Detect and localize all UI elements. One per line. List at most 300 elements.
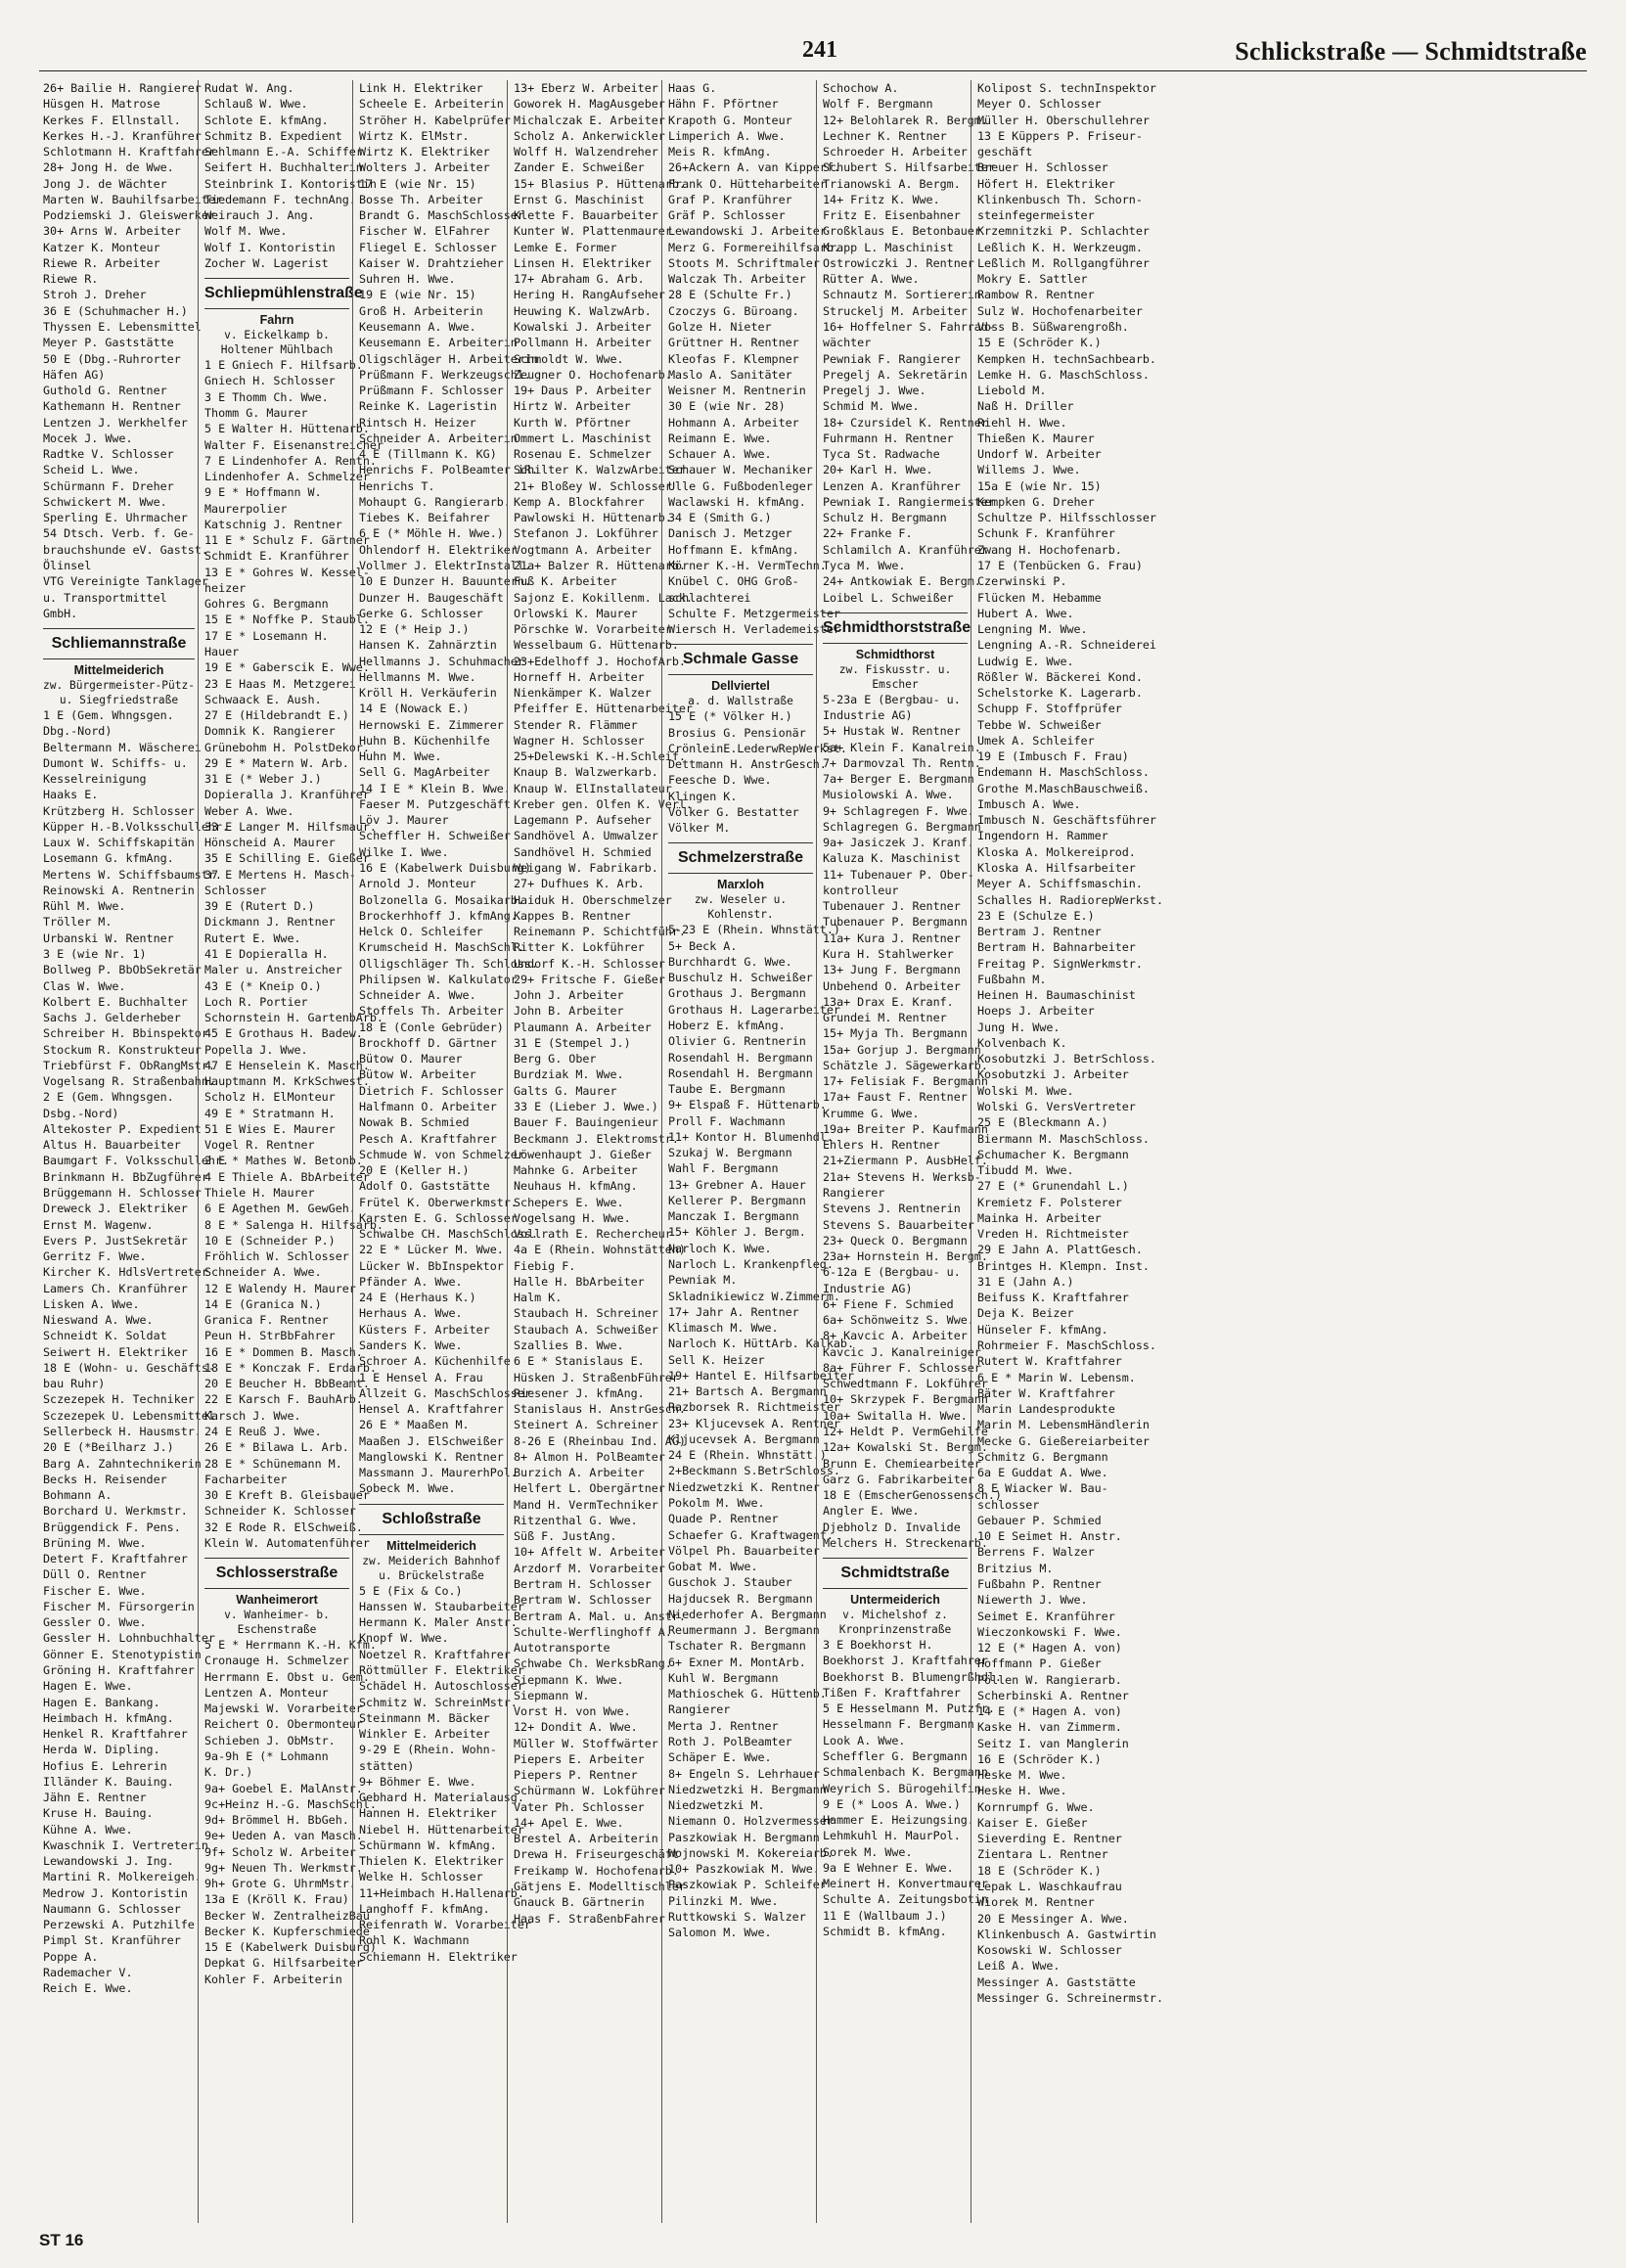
- directory-entry: 9h+ Grote G. UhrmMstr.: [204, 1877, 356, 1891]
- directory-entry: Weisner M. Rentnerin: [668, 384, 806, 398]
- directory-entry: Neuhaus H. kfmAng.: [514, 1179, 638, 1194]
- directory-entry: Löwenhaupt J. Gießer: [514, 1147, 652, 1161]
- directory-entry: Naumann G. Schlosser: [43, 1901, 181, 1916]
- directory-entry: Hagen E. Wwe.: [43, 1679, 133, 1694]
- directory-entry: Halm K.: [514, 1291, 563, 1305]
- directory-entry: Rosenau E. Schmelzer: [514, 447, 652, 462]
- directory-entry: 5+ Hustak W. Rentner: [823, 724, 961, 739]
- directory-entry: 23+Edelhoff J. HochofArb.: [514, 654, 686, 668]
- directory-entry: Schmitz B. Expedient: [204, 128, 342, 143]
- directory-entry: 17 E (Tenbücken G. Frau): [977, 558, 1143, 572]
- directory-entry: Sorek M. Wwe.: [823, 1844, 913, 1859]
- directory-entry: 11 E (Wallbaum J.): [823, 1908, 947, 1923]
- directory-entry: Walczak Th. Arbeiter: [668, 272, 806, 287]
- directory-entry: Fischer M. Fürsorgerin: [43, 1599, 195, 1613]
- directory-entry: Krapp L. Maschinist: [823, 240, 954, 254]
- directory-entry: Tiedemann F. technAng.: [204, 192, 356, 206]
- directory-entry: Hansen K. Zahnärztin: [359, 638, 497, 653]
- directory-entry: 5-23 E (Rhein. Whnstätt.): [668, 923, 840, 937]
- directory-entry: Evers P. JustSekretär: [43, 1233, 188, 1247]
- directory-entry: Kornrumpf G. Wwe.: [977, 1799, 1095, 1814]
- directory-entry: Kaiser E. Gießer: [977, 1815, 1088, 1830]
- directory-entry: Schulte A. Zeitungsbotin: [823, 1892, 988, 1907]
- directory-entry: Piepers E. Arbeiter: [514, 1751, 645, 1766]
- directory-entry: Merz G. Formereihilfsarb.: [668, 240, 840, 254]
- directory-entry: Martini R. Molkereigeh.: [43, 1870, 202, 1884]
- directory-entry: Lechner K. Rentner: [823, 128, 947, 143]
- directory-entry: 11+ Tubenauer P. Ober-: [823, 867, 974, 882]
- directory-entry: 27 E (* Grunendahl L.): [977, 1179, 1129, 1194]
- directory-entry: Marin Landesprodukte: [977, 1402, 1115, 1417]
- directory-entry: Schneider A. Wwe.: [359, 988, 476, 1003]
- directory-entry: Podziemski J. Gleiswerker: [43, 208, 215, 223]
- directory-entry: Lenzen A. Kranführer: [823, 478, 961, 493]
- directory-entry: Bolzonella G. Mosaikarb.: [359, 892, 524, 907]
- directory-entry: Wirtz K. ElMstr.: [359, 128, 470, 143]
- directory-entry: Niedzwetzki M.: [668, 1798, 765, 1813]
- directory-entry: 9-29 E (Rhein. Wohn-: [359, 1743, 497, 1757]
- directory-entry: Kesselreinigung: [43, 772, 147, 787]
- directory-entry: 15 E (Kabelwerk Duisburg): [204, 1940, 377, 1955]
- directory-entry: 27 E (Hildebrandt E.): [204, 708, 349, 723]
- directory-entry: Stockum R. Konstrukteur: [43, 1042, 202, 1057]
- directory-entry: Unbehend O. Arbeiter: [823, 978, 961, 993]
- directory-entry: Rühl M. Wwe.: [43, 899, 126, 914]
- directory-entry: 20 E Beucher H. BbBeamt.: [204, 1377, 370, 1391]
- directory-entry: Meyer O. Schlosser: [977, 97, 1102, 112]
- directory-entry: Stevens J. Rentnerin: [823, 1202, 961, 1216]
- directory-entry: 21+ Bloßey W. Schlosser: [514, 478, 672, 493]
- directory-entry: Leßlich M. Rollgangführer: [977, 255, 1150, 270]
- directory-entry: 29+ Fritsche F. Gießer: [514, 972, 665, 986]
- directory-entry: 51 E Wies E. Maurer: [204, 1121, 336, 1136]
- directory-entry: Sieverding E. Rentner: [977, 1832, 1122, 1846]
- directory-entry: Niebel H. Hüttenarbeiter: [359, 1822, 524, 1837]
- directory-entry: Welke H. Schlosser: [359, 1870, 483, 1884]
- directory-entry: Lewandowski J. Ing.: [43, 1854, 174, 1869]
- directory-entry: Staubach H. Schreiner: [514, 1306, 658, 1321]
- directory-entry: Höfert H. Elektriker: [977, 176, 1115, 191]
- directory-entry: Sulz W. Hochofenarbeiter: [977, 303, 1143, 318]
- directory-entry: Reinke K. Lageristin: [359, 399, 497, 414]
- directory-entry: Lehmkuhl H. MaurPol.: [823, 1829, 961, 1843]
- directory-entry: Fröhlich W. Schlosser: [204, 1249, 349, 1264]
- directory-entry: 17+ Jahr A. Rentner: [668, 1304, 799, 1319]
- directory-entry: Becker K. Kupferschmiede: [204, 1924, 370, 1938]
- directory-entry: Riewe R.: [43, 272, 99, 287]
- directory-entry: Niewerth J. Wwe.: [977, 1593, 1088, 1608]
- directory-entry: Jong J. de Wächter: [43, 176, 167, 191]
- directory-entry: Wolters J. Arbeiter: [359, 160, 490, 175]
- directory-entry: Schäper E. Wwe.: [668, 1750, 772, 1765]
- directory-entry: Kuhl W. Bergmann: [668, 1670, 779, 1685]
- directory-entry: Schmid M. Wwe.: [823, 399, 920, 414]
- street-extent-note: v. Michelshof z. Kronprinzenstraße: [838, 1609, 952, 1637]
- directory-entry: 20 E (Keller H.): [359, 1163, 470, 1178]
- directory-entry: 28 E (Schulte Fr.): [668, 288, 792, 302]
- directory-entry: Mertens W. Schiffsbaumstr.: [43, 867, 222, 882]
- directory-entry: Clas W. Wwe.: [43, 978, 126, 993]
- directory-entry: Heske H. Wwe.: [977, 1784, 1067, 1798]
- directory-entry: Marten W. Bauhilfsarbeiter: [43, 192, 222, 206]
- directory-entry: 19 E * Gaberscik E. Wwe.: [204, 660, 370, 675]
- directory-entry: Ehlers H. Rentner: [823, 1138, 940, 1153]
- directory-entry: 19a+ Breiter P. Kaufmann: [823, 1121, 988, 1136]
- directory-entry: Manczak I. Bergmann: [668, 1209, 799, 1224]
- directory-entry: 21a+ Balzer R. Hüttenarb.: [514, 558, 686, 572]
- directory-entry: Hoberz E. kfmAng.: [668, 1019, 786, 1033]
- directory-entry: Brintges H. Klempn. Inst.: [977, 1258, 1150, 1273]
- directory-entry: Düll O. Rentner: [43, 1567, 147, 1582]
- directory-entry: Gobat M. Wwe.: [668, 1560, 758, 1574]
- directory-entry: 6+ Exner M. MontArb.: [668, 1655, 806, 1669]
- directory-entry: Pörschke W. Vorarbeiter: [514, 622, 672, 637]
- directory-entry: Lemke E. Former: [514, 240, 617, 254]
- directory-entry: Thiele H. Maurer: [204, 1186, 315, 1200]
- directory-entry: Sperling E. Uhrmacher: [43, 511, 188, 525]
- directory-entry: Sajonz E. Kokillenm. Lack.: [514, 590, 693, 605]
- directory-entry: Hellmanns M. Wwe.: [359, 669, 476, 684]
- directory-entry: Hohmann A. Arbeiter: [668, 415, 799, 430]
- directory-entry: Dietrich F. Schlosser: [359, 1083, 504, 1098]
- directory-entry: 15 E (* Völker H.): [668, 709, 792, 724]
- directory-entry: 24 E Reuß J. Wwe.: [204, 1424, 322, 1438]
- directory-entry: 29 E Jahn A. PlattGesch.: [977, 1243, 1143, 1257]
- directory-entry: 19+ Daus P. Arbeiter: [514, 384, 652, 398]
- directory-entry: Wolski G. VersVertreter: [977, 1100, 1136, 1113]
- directory-entry: 9c+Heinz H.-G. MaschSchl.: [204, 1796, 377, 1811]
- directory-entry: Freitag P. SignWerkmstr.: [977, 956, 1143, 971]
- directory-entry: 9a-9h E (* Lohmann: [204, 1748, 329, 1763]
- directory-entry: Siepmann W.: [514, 1688, 590, 1702]
- directory-entry: Thomm G. Maurer: [204, 405, 308, 420]
- directory-entry: Sczezepek U. Lebensmittel: [43, 1408, 215, 1423]
- directory-entry: Pewniak I. Rangiermeister: [823, 494, 995, 509]
- directory-entry: Dickmann J. Rentner: [204, 915, 336, 930]
- directory-entry: Linsen H. Elektriker: [514, 255, 652, 270]
- street-heading: Schloßstraße: [359, 1504, 504, 1535]
- directory-entry: Waclawski H. kfmAng.: [668, 494, 806, 509]
- directory-entry: Vorst H. von Wwe.: [514, 1704, 631, 1719]
- directory-entry: Grünebohm H. PolstDekor.: [204, 740, 370, 754]
- directory-entry: 34 E (Smith G.): [668, 511, 772, 525]
- directory-entry: Tyca St. Radwache: [823, 447, 940, 462]
- directory-entry: Schauer W. Mechaniker: [668, 463, 813, 477]
- directory-column: [198, 80, 384, 2223]
- directory-entry: 23a+ Hornstein H. Bergm.: [823, 1249, 988, 1264]
- directory-entry: Keusemann E. Arbeiterin: [359, 336, 518, 350]
- directory-entry: 12+ Belohlarek R. Bergm.: [823, 113, 988, 127]
- directory-entry: Schlotmann H. Kraftfahrer: [43, 145, 215, 159]
- directory-entry: Lentzen J. Werkhelfer: [43, 415, 188, 430]
- directory-entry: Rambow R. Rentner: [977, 288, 1095, 302]
- directory-entry: Szallies B. Wwe.: [514, 1338, 624, 1352]
- directory-column: [816, 80, 1002, 2223]
- directory-entry: 9e+ Ueden A. van Masch.: [204, 1829, 363, 1843]
- directory-entry: 5+ Beck A.: [668, 938, 738, 953]
- directory-entry: 5-23a E (Bergbau- u.: [823, 692, 961, 706]
- street-heading: Schliepmühlenstraße: [204, 278, 349, 309]
- directory-entry: Henrichs F. PolBeamter iR.: [359, 463, 538, 477]
- directory-entry: 6+ Fiene F. Schmied: [823, 1296, 954, 1311]
- directory-entry: 13+ Eberz W. Arbeiter: [514, 81, 658, 95]
- directory-entry: 13a E (Kröll K. Frau): [204, 1892, 349, 1907]
- directory-entry: 9 E (* Loos A. Wwe.): [823, 1796, 961, 1811]
- directory-entry: Stanislaus H. AnstrGesch.: [514, 1402, 686, 1417]
- directory-entry: schlosser: [977, 1497, 1040, 1512]
- directory-entry: Kathemann H. Rentner: [43, 399, 181, 414]
- directory-entry: Liebold M.: [977, 384, 1047, 398]
- directory-entry: 6-12a E (Bergbau- u.: [823, 1265, 961, 1280]
- directory-entry: Weigang W. Fabrikarb.: [514, 861, 658, 876]
- directory-entry: Kohler F. Arbeiterin: [204, 1972, 342, 1986]
- directory-entry: Hanssen W. Staubarbeiter: [359, 1599, 524, 1613]
- directory-entry: Boekhorst J. Kraftfahrer: [823, 1654, 988, 1668]
- directory-entry: 8 E * Salenga H. Hilfsarb.: [204, 1217, 384, 1232]
- directory-entry: Jähn E. Rentner: [43, 1791, 147, 1805]
- directory-entry: Kwaschnik I. Vertreterin: [43, 1837, 208, 1852]
- directory-entry: Gebhard H. Materialausg.: [359, 1791, 524, 1805]
- directory-entry: 30 E (wie Nr. 28): [668, 399, 786, 414]
- directory-entry: 12+ Heldt P. VermGehilfe: [823, 1424, 988, 1438]
- directory-entry: 28+ Jong H. de Wwe.: [43, 160, 174, 175]
- directory-entry: Galts G. Maurer: [514, 1083, 617, 1098]
- directory-entry: 21+ Bartsch A. Bergmann: [668, 1384, 827, 1399]
- directory-entry: 17 E * Losemann H.: [204, 628, 329, 643]
- directory-entry: Kleofas F. Klempner: [668, 351, 799, 366]
- directory-entry: Majewski W. Vorarbeiter: [204, 1701, 363, 1716]
- directory-entry: Tißen F. Kraftfahrer: [823, 1685, 961, 1700]
- directory-entry: Pewniak F. Rangierer: [823, 351, 961, 366]
- directory-entry: 41 E Dopieralla H.: [204, 947, 329, 962]
- directory-entry: Heimbach H. kfmAng.: [43, 1710, 174, 1725]
- district-name: Mittelmeiderich: [73, 663, 164, 678]
- directory-entry: steinfegermeister: [977, 208, 1095, 223]
- directory-entry: Dsbg.-Nord): [43, 1106, 119, 1120]
- directory-entry: Schupp F. Stoffprüfer: [977, 702, 1122, 716]
- directory-entry: Loibel L. Schweißer: [823, 590, 954, 605]
- directory-entry: Marin M. LebensmHändlerin: [977, 1418, 1150, 1432]
- directory-entry: Krumscheid H. MaschSchl.: [359, 940, 524, 955]
- directory-entry: Dreweck J. Elektriker: [43, 1202, 188, 1216]
- directory-entry: Grundei M. Rentner: [823, 1011, 947, 1025]
- directory-entry: Lewandowski J. Arbeiter: [668, 224, 827, 239]
- directory-entry: Schlosser: [204, 883, 267, 897]
- directory-entry: Rößler W. Bäckerei Kond.: [977, 669, 1143, 684]
- directory-entry: Riewe R. Arbeiter: [43, 255, 160, 270]
- directory-entry: Beckmann J. Elektromstr.: [514, 1131, 679, 1146]
- directory-entry: Radtke V. Schlosser: [43, 447, 174, 462]
- directory-entry: Domnik K. Rangierer: [204, 724, 336, 739]
- directory-entry: Kircher K. HdlsVertreter: [43, 1265, 208, 1280]
- directory-entry: Stroh J. Dreher: [43, 288, 147, 302]
- directory-entry: Bütow O. Maurer: [359, 1052, 463, 1066]
- directory-entry: Feesche D. Wwe.: [668, 773, 772, 788]
- directory-entry: Pregelj A. Sekretärin: [823, 367, 968, 382]
- directory-entry: Merta J. Rentner: [668, 1718, 779, 1733]
- directory-entry: Kowalski J. Arbeiter: [514, 319, 652, 334]
- directory-entry: 5 E Walter H. Hüttenarb.: [204, 422, 370, 436]
- directory-entry: Beltermann M. Wäscherei: [43, 740, 202, 754]
- directory-entry: Brinkmann H. BbZugführer: [43, 1169, 208, 1184]
- directory-entry: 14 I E * Klein B. Wwe.: [359, 781, 511, 795]
- directory-entry: Tibudd M. Wwe.: [977, 1163, 1074, 1178]
- directory-entry: 36 E (Schuhmacher H.): [43, 303, 188, 318]
- directory-entry: Dettmann H. AnstrGesch.: [668, 757, 827, 772]
- directory-entry: Granica F. Rentner: [204, 1313, 329, 1328]
- directory-entry: Niedzwetzki H. Bergmann: [668, 1782, 827, 1796]
- directory-entry: Stevens S. Bauarbeiter: [823, 1217, 974, 1232]
- street-extent-note: a. d. Wallstraße: [688, 695, 793, 708]
- directory-entry: Rudat W. Ang.: [204, 81, 294, 95]
- directory-entry: Brüggendick F. Pens.: [43, 1520, 181, 1534]
- directory-entry: Hoffmann P. Gießer: [977, 1656, 1102, 1671]
- directory-entry: Wiersch H. Verlademeister: [668, 622, 840, 637]
- directory-entry: Lepak L. Waschkaufrau: [977, 1880, 1122, 1894]
- directory-entry: Großklaus E. Betonbauer: [823, 224, 981, 239]
- directory-entry: Vreden H. Richtmeister: [977, 1227, 1129, 1242]
- directory-entry: 21a+ Stevens H. Werksb-: [823, 1169, 981, 1184]
- directory-entry: Paszkowiak H. Bergmann: [668, 1830, 820, 1844]
- directory-entry: 15+ Myja Th. Bergmann: [823, 1026, 968, 1041]
- directory-entry: Kljucevsek A. Bergmann: [668, 1431, 820, 1446]
- directory-entry: Hajducsek R. Bergmann: [668, 1591, 813, 1606]
- directory-entry: Haas F. StraßenbFahrer: [514, 1911, 665, 1926]
- directory-entry: Fischer W. ElFahrer: [359, 224, 490, 239]
- directory-entry: Gessler H. Lohnbuchhalter: [43, 1631, 215, 1646]
- directory-entry: Müller H. Oberschullehrer: [977, 113, 1150, 127]
- directory-entry: Dunzer H. Baugeschäft: [359, 590, 504, 605]
- directory-entry: Voss B. Süßwarengroßh.: [977, 319, 1129, 334]
- directory-entry: 9a+ Goebel E. MalAnstr.: [204, 1781, 363, 1795]
- directory-entry: 6a E Guddat A. Wwe.: [977, 1466, 1108, 1480]
- directory-entry: Kemp A. Blockfahrer: [514, 494, 645, 509]
- directory-entry: Hünseler F. kfmAng.: [977, 1322, 1108, 1337]
- directory-entry: 31 E (Stempel J.): [514, 1035, 631, 1050]
- directory-entry: Schornstein H. GartenbArb.: [204, 1011, 384, 1025]
- directory-entry: Brüning M. Wwe.: [43, 1535, 147, 1550]
- directory-entry: Schroeder H. Arbeiter: [823, 145, 968, 159]
- directory-entry: Trianowski A. Bergm.: [823, 176, 961, 191]
- directory-entry: Scheffler H. Schweißer: [359, 829, 511, 843]
- directory-entry: Scheffler G. Bergmann: [823, 1748, 968, 1763]
- directory-entry: John B. Arbeiter: [514, 1004, 624, 1019]
- directory-entry: Ströher H. Kabelprüfer: [359, 113, 511, 127]
- directory-entry: Manglowski K. Rentner: [359, 1449, 504, 1464]
- directory-entry: Klimasch M. Wwe.: [668, 1321, 779, 1336]
- directory-entry: 6 E * Stanislaus E.: [514, 1354, 645, 1369]
- directory-entry: Kloska A. Molkereiprod.: [977, 844, 1136, 859]
- directory-entry: Thyssen E. Lebensmittel: [43, 319, 202, 334]
- directory-entry: Rangierer: [668, 1702, 731, 1717]
- directory-entry: Hensel A. Kraftfahrer: [359, 1402, 504, 1417]
- directory-entry: Meinert H. Konvertmaurer: [823, 1877, 988, 1891]
- directory-entry: Groß H. Arbeiterin: [359, 303, 483, 318]
- directory-entry: Boekhorst B. Blumengrßhdl.: [823, 1669, 1002, 1684]
- directory-entry: Maaßen J. ElSchweißer: [359, 1433, 504, 1448]
- directory-entry: Dumont W. Schiffs- u.: [43, 755, 188, 770]
- directory-entry: 8+ Almon H. PolBeamter: [514, 1449, 665, 1464]
- directory-entry: Wagner H. Schlosser: [514, 733, 645, 748]
- directory-entry: Küpper H.-B.Volksschullehr.: [43, 819, 229, 834]
- directory-entry: Olivier G. Rentnerin: [668, 1034, 806, 1049]
- directory-entry: 8 E Wiacker W. Bau-: [977, 1481, 1108, 1496]
- directory-entry: 10+ Affelt W. Arbeiter: [514, 1545, 665, 1560]
- directory-entry: 13+ Jung F. Bergmann: [823, 963, 961, 977]
- directory-entry: 13+ Grebner A. Hauer: [668, 1177, 806, 1192]
- directory-entry: Fußbahn M.: [977, 972, 1047, 986]
- directory-entry: Schürmann F. Dreher: [43, 478, 174, 493]
- running-head: Schlickstraße — Schmidtstraße: [1235, 37, 1587, 66]
- directory-entry: Kühne A. Wwe.: [43, 1822, 133, 1837]
- directory-entry: Lengning A.-R. Schneiderei: [977, 638, 1156, 653]
- directory-entry: Hüsken J. StraßenbFührer: [514, 1370, 679, 1384]
- directory-entry: Grothaus J. Bergmann: [668, 986, 806, 1001]
- directory-entry: Krützberg H. Schlosser: [43, 803, 195, 818]
- directory-entry: Nienkämper K. Walzer: [514, 686, 652, 701]
- directory-entry: Ruttkowski S. Walzer: [668, 1909, 806, 1924]
- directory-entry: Heske M. Wwe.: [977, 1768, 1067, 1783]
- directory-entry: Halle H. BbArbeiter: [514, 1274, 645, 1289]
- directory-entry: Narloch L. Krankenpfleg.: [668, 1257, 834, 1271]
- directory-entry: CrönleinE.LederwRepWerkst.: [668, 741, 847, 755]
- directory-entry: Vollmer J. ElektrInstall.: [359, 558, 531, 572]
- directory-entry: Proll F. Wachmann: [668, 1113, 786, 1128]
- directory-entry: Wolf F. Bergmann: [823, 97, 933, 112]
- directory-entry: Poppe A.: [43, 1949, 99, 1964]
- directory-entry: Vogelsang R. Straßenbahn.: [43, 1074, 215, 1089]
- directory-entry: Struckelj M. Arbeiter: [823, 303, 968, 318]
- directory-entry: 12 E (* Hagen A. von): [977, 1641, 1122, 1656]
- directory-entry: 15a E (wie Nr. 15): [977, 478, 1102, 493]
- directory-column: [352, 80, 538, 2223]
- directory-entry: Sell G. MagArbeiter: [359, 765, 490, 780]
- directory-entry: Seimet E. Kranführer: [977, 1609, 1115, 1623]
- directory-entry: Schlote E. kfmAng.: [204, 113, 329, 127]
- directory-entry: Gröning H. Kraftfahrer: [43, 1662, 195, 1677]
- directory-entry: Wojnowski M. Kokereiarb.: [668, 1845, 834, 1860]
- directory-entry: Maler u. Anstreicher: [204, 963, 342, 977]
- directory-entry: Schlagregen G. Bergmann: [823, 819, 981, 834]
- directory-entry: 10+ Skrzypek F. Bergmann: [823, 1392, 988, 1407]
- directory-entry: Becker W. ZentralheizBau: [204, 1908, 370, 1923]
- directory-entry: Sczezepek H. Techniker: [43, 1392, 195, 1407]
- directory-entry: 29 E * Matern W. Arb.: [204, 755, 349, 770]
- directory-entry: Gerritz F. Wwe.: [43, 1249, 147, 1264]
- directory-entry: Hering H. RangAufseher: [514, 288, 665, 302]
- directory-entry: Henrichs T.: [359, 478, 435, 493]
- directory-entry: 31 E (Jahn A.): [977, 1274, 1074, 1289]
- directory-entry: Brunn E. Chemiearbeiter: [823, 1456, 981, 1471]
- directory-entry: Bohmann A.: [43, 1488, 113, 1503]
- directory-entry: Steinmann M. Bäcker: [359, 1710, 490, 1725]
- directory-entry: Kosowski W. Schlosser: [977, 1943, 1122, 1958]
- directory-entry: Scheid L. Wwe.: [43, 463, 140, 477]
- directory-entry: Sehlmann E.-A. Schiffer: [204, 145, 363, 159]
- directory-entry: Becks H. Reisender: [43, 1472, 167, 1486]
- directory-entry: Klinkenbusch A. Gastwirtin: [977, 1927, 1156, 1941]
- street-extent-note: zw. Meiderich Bahnhof u. Brückelstraße: [362, 1554, 501, 1582]
- directory-entry: Kerkes F. Ellnstall.: [43, 113, 181, 127]
- directory-entry: Stender R. Flämmer: [514, 717, 638, 732]
- directory-entry: 24+ Antkowiak E. Bergm.: [823, 574, 981, 589]
- directory-entry: 25+Delewski K.-H.Schleif.: [514, 749, 686, 764]
- directory-entry: Lindenhofer A. Schmelzer: [204, 470, 370, 484]
- directory-entry: Gönner E. Stenotypistin: [43, 1647, 202, 1661]
- directory-entry: Herhaus A. Wwe.: [359, 1306, 463, 1321]
- directory-entry: Fuhrmann H. Rentner: [823, 431, 954, 445]
- directory-entry: 6a+ Schönweitz S. Wwe.: [823, 1313, 974, 1328]
